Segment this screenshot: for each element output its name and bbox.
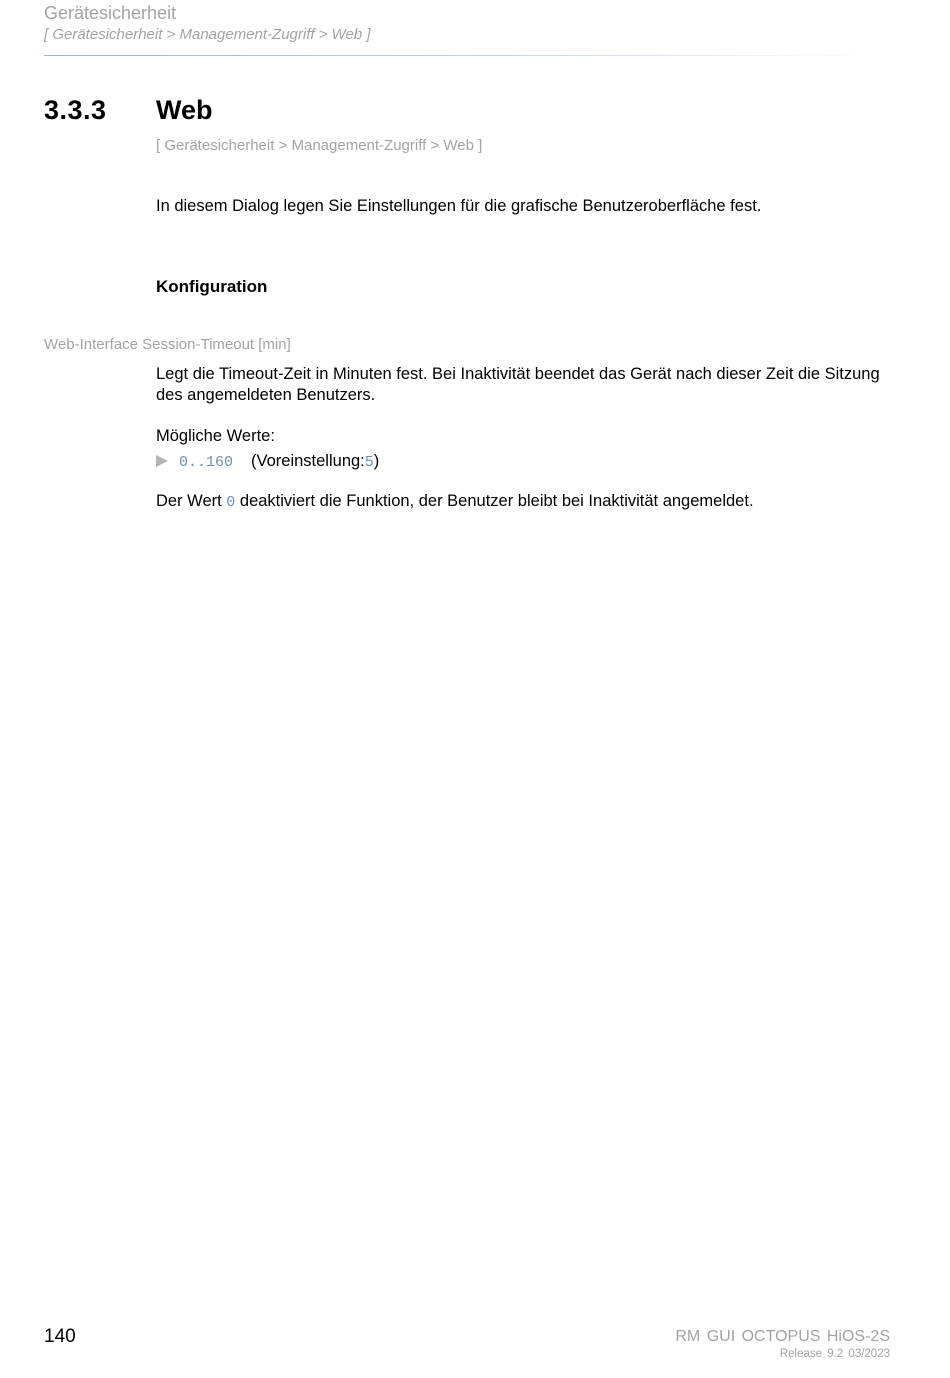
possible-values-heading: Mögliche Werte: <box>156 427 275 445</box>
header-divider <box>44 55 874 56</box>
note-paragraph <box>156 491 754 513</box>
range-value: 0..160 <box>179 454 234 471</box>
default-prefix: (Voreinstellung: <box>251 452 365 470</box>
note-suffix: deaktiviert die Funktion, der Benutzer bleibt bei Inaktivität angemeldet. <box>235 492 754 510</box>
note-value: 0 <box>226 494 236 511</box>
bullet-triangle-icon <box>156 455 168 467</box>
section-number: 3.3.3 <box>44 95 107 125</box>
default-suffix: ) <box>373 452 380 470</box>
page-number: 140 <box>44 1326 76 1347</box>
parameter-description: Legt die Timeout-Zeit in Minuten fest. Bei Inaktivität beendet das Gerät nach dieser Zeit die Sitzung des angemeldeten Benutzers. <box>156 365 880 404</box>
section-menu-path: [ Gerätesicherheit > Management-Zugriff > Web ] <box>156 137 483 154</box>
footer-product: RM GUI OCTOPUS HiOS-2S <box>675 1328 890 1345</box>
note-prefix: Der Wert <box>156 492 227 510</box>
section-title: Web <box>156 95 213 125</box>
possible-values-item <box>156 451 379 473</box>
subheading-configuration: Konfiguration <box>156 277 268 296</box>
running-header-path: [ Gerätesicherheit > Management-Zugriff > Web ] <box>44 26 371 43</box>
intro-paragraph: In diesem Dialog legen Sie Einstellungen für die grafische Benutzeroberfläche fest. <box>156 197 762 215</box>
parameter-label: Web-Interface Session-Timeout [min] <box>44 336 291 353</box>
footer-release: Release 9.2 03/2023 <box>779 1348 890 1360</box>
default-value: 5 <box>364 454 374 471</box>
running-header-title: Gerätesicherheit <box>44 3 177 23</box>
